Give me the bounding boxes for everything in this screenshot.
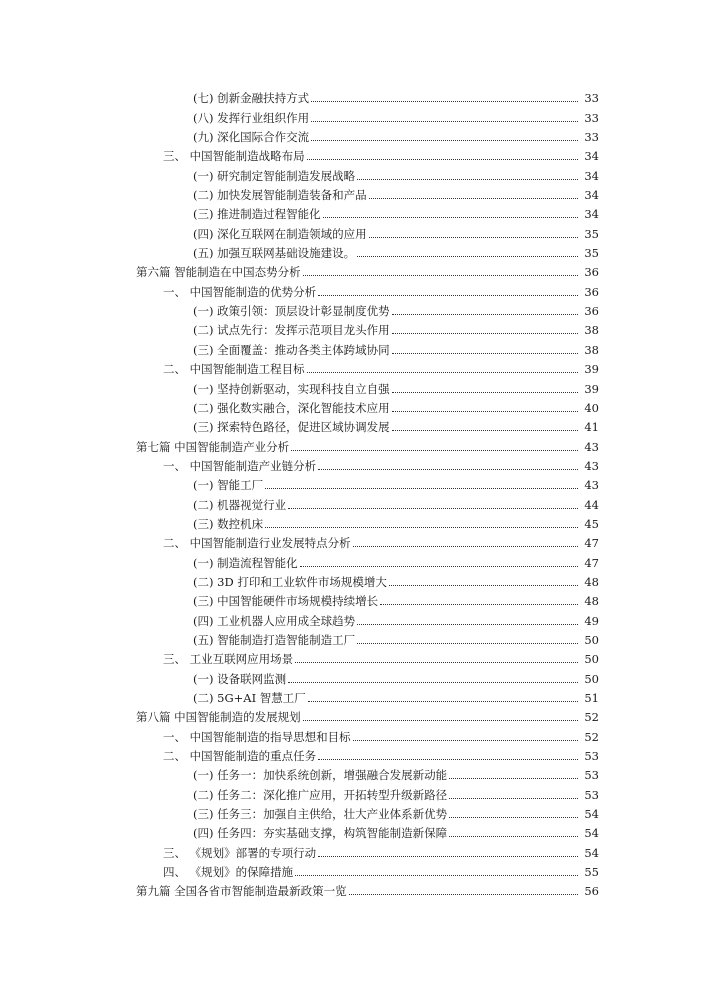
toc-dot-leader xyxy=(392,352,578,354)
toc-entry-page-number: 35 xyxy=(584,246,599,261)
toc-entry-label: 二、 中国智能制造的重点任务 xyxy=(163,749,317,764)
toc-entry-page-number: 50 xyxy=(584,652,599,667)
toc-entry-label: (三) 数控机床 xyxy=(193,516,264,531)
toc-entry[interactable] xyxy=(0,705,710,724)
toc-dot-leader xyxy=(303,719,578,721)
toc-entry-label: (二) 试点先行：发挥示范项目龙头作用 xyxy=(193,323,390,338)
toc-dot-leader xyxy=(307,371,578,373)
toc-entry-label: 三、 《规划》部署的专项行动 xyxy=(163,845,317,860)
toc-entry-page-number: 54 xyxy=(584,807,599,822)
toc-entry-page-number: 41 xyxy=(584,420,599,435)
toc-entry-page-number: 53 xyxy=(584,787,599,802)
toc-entry-page-number: 53 xyxy=(584,749,599,764)
toc-entry-page-number: 48 xyxy=(584,574,599,589)
toc-dot-leader xyxy=(449,797,578,799)
toc-entry[interactable] xyxy=(0,163,710,182)
toc-entry[interactable] xyxy=(0,396,710,415)
toc-entry[interactable] xyxy=(0,782,710,801)
toc-entry-label: 二、 中国智能制造工程目标 xyxy=(163,362,305,377)
toc-entry-label: 三、 工业互联网应用场景 xyxy=(163,652,294,667)
toc-entry-label: 第九篇 全国各省市智能制造最新政策一览 xyxy=(136,884,347,899)
toc-entry[interactable] xyxy=(0,840,710,859)
toc-dot-leader xyxy=(353,545,578,547)
toc-entry-page-number: 47 xyxy=(584,555,599,570)
toc-entry-label: (一) 设备联网监测 xyxy=(193,671,287,686)
toc-dot-leader xyxy=(318,855,578,857)
toc-entry[interactable] xyxy=(0,105,710,124)
toc-entry-page-number: 34 xyxy=(584,188,599,203)
toc-dot-leader xyxy=(288,681,578,683)
toc-entry-page-number: 49 xyxy=(584,613,599,628)
toc-entry-page-number: 33 xyxy=(584,110,599,125)
toc-entry-label: (二) 5G+AI 智慧工厂 xyxy=(193,691,306,705)
toc-entry[interactable] xyxy=(0,260,710,279)
toc-entry[interactable] xyxy=(0,512,710,531)
toc-entry[interactable] xyxy=(0,202,710,221)
toc-entry[interactable] xyxy=(0,492,710,511)
toc-dot-leader xyxy=(323,216,578,218)
toc-entry-label: (二) 加快发展智能制造装备和产品 xyxy=(193,188,367,203)
toc-entry-label: (七) 创新金融扶持方式 xyxy=(193,91,310,106)
toc-entry[interactable] xyxy=(0,608,710,627)
toc-entry[interactable] xyxy=(0,241,710,260)
toc-dot-leader xyxy=(353,739,578,741)
toc-entry-page-number: 36 xyxy=(584,284,599,299)
toc-entry[interactable] xyxy=(0,183,710,202)
toc-dot-leader xyxy=(311,139,578,141)
toc-dot-leader xyxy=(357,178,578,180)
toc-entry-label: 一、 中国智能制造的优势分析 xyxy=(163,284,317,299)
toc-entry-label: (四) 深化互联网在制造领域的应用 xyxy=(193,226,367,241)
toc-entry[interactable] xyxy=(0,357,710,376)
toc-entry-page-number: 52 xyxy=(584,729,599,744)
toc-entry-page-number: 39 xyxy=(584,381,599,396)
toc-entry[interactable] xyxy=(0,802,710,821)
toc-entry-page-number: 45 xyxy=(584,516,599,531)
toc-dot-leader xyxy=(449,835,578,837)
toc-dot-leader xyxy=(307,158,578,160)
toc-entry-label: 一、 中国智能制造的指导思想和目标 xyxy=(163,729,351,744)
toc-entry[interactable] xyxy=(0,879,710,898)
toc-entry-page-number: 38 xyxy=(584,323,599,338)
toc-entry-page-number: 36 xyxy=(584,265,599,280)
toc-dot-leader xyxy=(392,429,578,431)
toc-entry-label: (三) 全面覆盖：推动各类主体跨域协同 xyxy=(193,342,390,357)
toc-dot-leader xyxy=(357,642,578,644)
toc-entry-page-number: 43 xyxy=(584,478,599,493)
toc-entry-label: (三) 中国智能硬件市场规模持续增长 xyxy=(193,594,379,609)
toc-entry-page-number: 55 xyxy=(584,865,599,880)
toc-entry-page-number: 40 xyxy=(584,400,599,415)
toc-entry-label: (三) 任务三：加强自主供给，壮大产业体系新优势 xyxy=(193,807,448,822)
toc-dot-leader xyxy=(295,874,578,876)
toc-dot-leader xyxy=(449,816,578,818)
toc-entry[interactable] xyxy=(0,376,710,395)
toc-entry-label: (四) 任务四：夯实基础支撑，构筑智能制造新保障 xyxy=(193,826,448,841)
table-of-contents xyxy=(0,86,710,898)
toc-entry-page-number: 39 xyxy=(584,362,599,377)
toc-entry-label: 第八篇 中国智能制造的发展规划 xyxy=(136,710,301,725)
toc-entry-label: (二) 强化数实融合，深化智能技术应用 xyxy=(193,400,390,415)
toc-entry[interactable] xyxy=(0,724,710,743)
toc-dot-leader xyxy=(288,507,578,509)
toc-entry-label: 三、 中国智能制造战略布局 xyxy=(163,149,305,164)
toc-dot-leader xyxy=(311,120,578,122)
toc-entry-label: (二) 机器视觉行业 xyxy=(193,497,287,512)
toc-entry[interactable] xyxy=(0,221,710,240)
toc-entry[interactable] xyxy=(0,144,710,163)
toc-dot-leader xyxy=(380,603,578,605)
toc-dot-leader xyxy=(449,777,578,779)
toc-entry-label: (九) 深化国际合作交流 xyxy=(193,130,310,145)
toc-entry[interactable] xyxy=(0,454,710,473)
toc-dot-leader xyxy=(357,623,578,625)
toc-entry-page-number: 53 xyxy=(584,768,599,783)
toc-entry-page-number: 56 xyxy=(584,884,599,899)
toc-entry-page-number: 43 xyxy=(584,458,599,473)
toc-dot-leader xyxy=(389,584,578,586)
toc-entry[interactable] xyxy=(0,550,710,569)
toc-entry-label: 第七篇 中国智能制造产业分析 xyxy=(136,439,290,454)
toc-entry-label: (三) 探索特色路径，促进区域协调发展 xyxy=(193,420,390,435)
toc-entry-page-number: 33 xyxy=(584,91,599,106)
toc-dot-leader xyxy=(311,100,578,102)
toc-entry-page-number: 52 xyxy=(584,710,599,725)
toc-dot-leader xyxy=(369,236,578,238)
toc-entry[interactable] xyxy=(0,86,710,105)
toc-entry-page-number: 50 xyxy=(584,632,599,647)
toc-entry-page-number: 51 xyxy=(584,691,599,705)
toc-entry[interactable] xyxy=(0,666,710,685)
toc-entry-label: 二、 中国智能制造行业发展特点分析 xyxy=(163,536,351,551)
toc-dot-leader xyxy=(369,197,578,199)
toc-entry-label: 一、 中国智能制造产业链分析 xyxy=(163,458,317,473)
toc-entry[interactable] xyxy=(0,821,710,840)
toc-entry-page-number: 54 xyxy=(584,826,599,841)
toc-entry-label: (四) 工业机器人应用成全球趋势 xyxy=(193,613,356,628)
toc-dot-leader xyxy=(318,294,578,296)
toc-entry[interactable] xyxy=(0,744,710,763)
toc-entry-label: 第六篇 智能制造在中国态势分析 xyxy=(136,265,301,280)
toc-entry-page-number: 33 xyxy=(584,130,599,145)
toc-entry[interactable] xyxy=(0,531,710,550)
toc-dot-leader xyxy=(349,893,578,895)
toc-dot-leader xyxy=(265,526,578,528)
toc-dot-leader xyxy=(318,468,578,470)
toc-entry[interactable] xyxy=(0,299,710,318)
toc-entry[interactable] xyxy=(0,318,710,337)
toc-entry-page-number: 34 xyxy=(584,168,599,183)
toc-entry-label: 四、 《规划》的保障措施 xyxy=(163,865,294,880)
toc-entry[interactable] xyxy=(0,415,710,434)
toc-entry-page-number: 34 xyxy=(584,149,599,164)
toc-entry-page-number: 43 xyxy=(584,439,599,454)
toc-dot-leader xyxy=(392,332,578,334)
toc-dot-leader xyxy=(265,487,578,489)
toc-dot-leader xyxy=(318,758,578,760)
toc-dot-leader xyxy=(392,410,578,412)
toc-entry[interactable] xyxy=(0,279,710,298)
toc-dot-leader xyxy=(303,274,578,276)
toc-entry[interactable] xyxy=(0,337,710,356)
toc-dot-leader xyxy=(392,313,578,315)
toc-dot-leader xyxy=(308,700,578,702)
toc-entry-page-number: 35 xyxy=(584,226,599,241)
toc-entry-label: (一) 研究制定智能制造发展战略 xyxy=(193,168,356,183)
toc-entry-page-number: 36 xyxy=(584,304,599,319)
toc-dot-leader xyxy=(357,255,578,257)
toc-entry[interactable] xyxy=(0,763,710,782)
toc-dot-leader xyxy=(295,661,578,663)
toc-entry-label: (五) 智能制造打造智能制造工厂 xyxy=(193,632,356,647)
toc-entry-label: (二) 3D 打印和工业软件市场规模增大 xyxy=(193,574,387,589)
toc-entry-label: (一) 坚持创新驱动，实现科技自立自强 xyxy=(193,381,390,396)
toc-entry-label: (五) 加强互联网基础设施建设。 xyxy=(193,246,356,261)
toc-entry[interactable] xyxy=(0,860,710,879)
toc-entry[interactable] xyxy=(0,589,710,608)
toc-entry[interactable] xyxy=(0,570,710,589)
toc-entry-label: (八) 发挥行业组织作用 xyxy=(193,110,310,125)
toc-entry-label: (一) 制造流程智能化 xyxy=(193,555,298,570)
toc-entry-page-number: 50 xyxy=(584,671,599,686)
toc-entry-page-number: 54 xyxy=(584,845,599,860)
toc-dot-leader xyxy=(392,391,578,393)
toc-entry-page-number: 48 xyxy=(584,594,599,609)
toc-entry[interactable] xyxy=(0,434,710,453)
toc-entry-label: (一) 任务一：加快系统创新，增强融合发展新动能 xyxy=(193,768,448,783)
toc-entry-page-number: 44 xyxy=(584,497,599,512)
toc-entry[interactable] xyxy=(0,686,710,705)
toc-entry-label: (一) 政策引领：顶层设计彰显制度优势 xyxy=(193,304,390,319)
toc-entry[interactable] xyxy=(0,473,710,492)
toc-entry[interactable] xyxy=(0,125,710,144)
toc-entry-page-number: 38 xyxy=(584,342,599,357)
toc-dot-leader xyxy=(300,565,578,567)
toc-entry-page-number: 34 xyxy=(584,207,599,222)
toc-dot-leader xyxy=(291,449,578,451)
toc-entry-label: (二) 任务二：深化推广应用，开拓转型升级新路径 xyxy=(193,787,448,802)
toc-entry[interactable] xyxy=(0,647,710,666)
toc-entry[interactable] xyxy=(0,628,710,647)
toc-entry-label: (三) 推进制造过程智能化 xyxy=(193,207,321,222)
toc-entry-page-number: 47 xyxy=(584,536,599,551)
toc-entry-label: (一) 智能工厂 xyxy=(193,478,264,493)
